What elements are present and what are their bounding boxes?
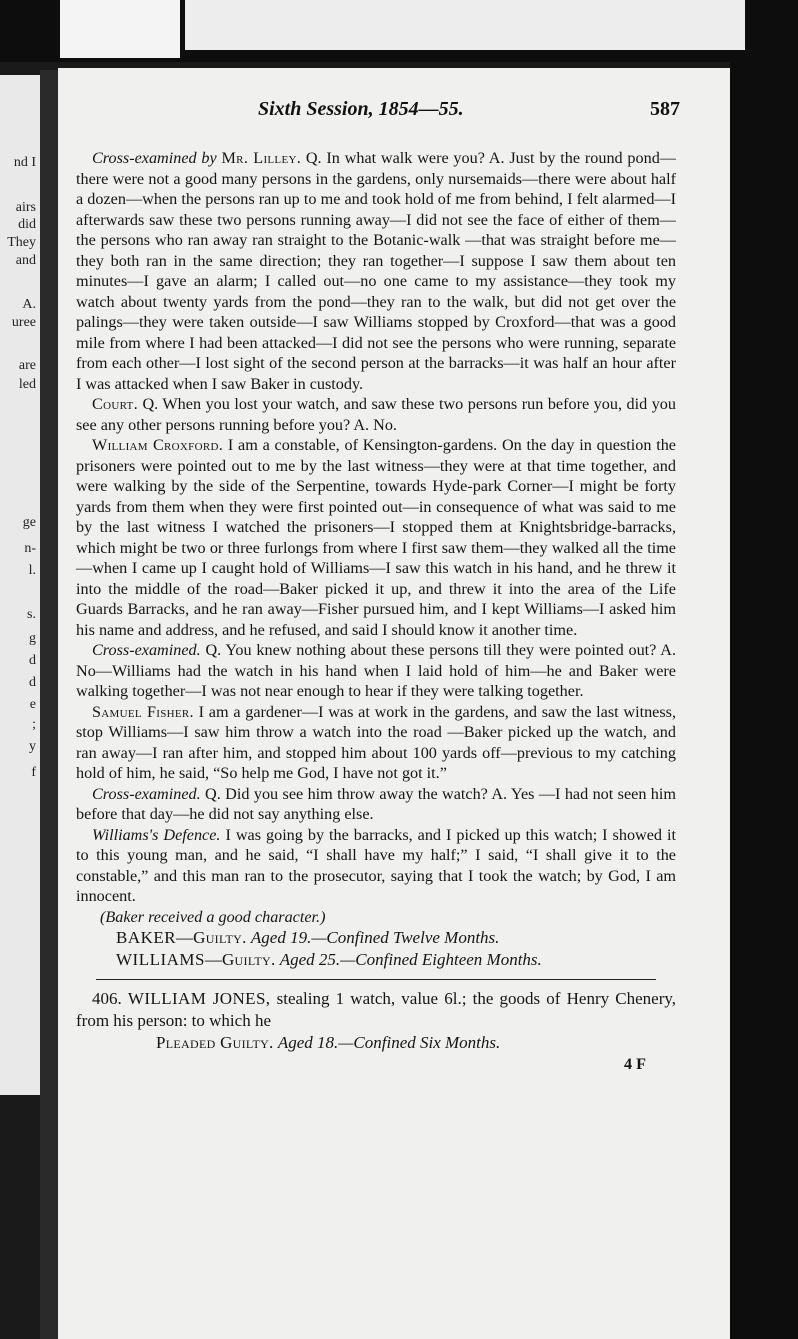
testimony-paragraph: [76, 148, 676, 394]
paragraph-text: I am a gardener—I was at work in the gardens, and saw the last witness, stop Williams—I saw him throw a watch into the road —Baker picked up the watch, and ran away—I ran after him, and stopped him about 100 yards off—previous to my catching hold of him, he said, “So help me God, I have not got it.”: [76, 702, 677, 782]
paragraph-lead: Williams's Defence.: [92, 825, 221, 844]
character-note: (Baker received a good character.): [100, 907, 326, 926]
margin-fragment: A.: [22, 297, 36, 312]
page-number: 587: [650, 98, 680, 120]
margin-fragment: led: [18, 377, 36, 392]
paragraph-lead: Cross-examined by: [92, 149, 217, 167]
case-number: 406.: [92, 989, 122, 1008]
margin-fragment: airs: [15, 200, 36, 215]
page-body: [76, 148, 676, 1075]
section-divider: [96, 979, 656, 980]
case-charge: stealing 1 watch, value 6l.; the goods of Henry Chenery, from his person: to which he: [76, 989, 676, 1030]
paragraph-text: Q. When you lost your watch, and saw these two persons run before you, did you see any other persons running before you? A. No.: [76, 395, 676, 434]
testimony-paragraph: [76, 702, 676, 784]
speaker-name: Samuel Fisher.: [92, 702, 194, 721]
margin-fragment: e: [29, 697, 36, 712]
margin-fragment: l.: [28, 563, 36, 578]
defendant-name: BAKER: [116, 928, 177, 947]
testimony-paragraph: [76, 435, 676, 640]
margin-fragment: d: [29, 653, 36, 668]
scan-right-border: [730, 60, 798, 1339]
margin-fragment: ;: [32, 717, 36, 732]
margin-fragment: and: [15, 253, 36, 268]
paragraph-text: Q. You knew nothing about these persons till they were pointed out? A. No—Williams had the watch in his hand when I laid hold of him—he and Baker were walking together—I was not near enough to hear if they were talking together.: [76, 641, 676, 700]
case-sentence: Aged 18.—Confined Six Months.: [277, 1033, 501, 1052]
defendant-name: WILLIAMS: [116, 950, 205, 969]
paragraph-text: Q. Did you see him throw away the watch? A. Yes —I had not seen him before that day—he did not say anything else.: [76, 784, 676, 823]
book-gutter: [40, 70, 58, 1339]
verdict-line: BAKER—Guilty. Aged 19.—Confined Twelve Months.: [116, 928, 500, 947]
speaker-name: Mr. Lilley.: [221, 149, 302, 167]
next-case-paragraph: [76, 988, 676, 1032]
paragraph-text: I am a constable, of Kensington-gardens. On the day in question the prisoners were pointed out to me by the last witness—they were at that time together, and were walking by the side of the Serpentine, towards Hyde-park Corner—I might be forty yards from them when they were first pointed out—in consequence of what was said to me by the last witness I watched the prisoners—I stopped them at Knightsbridge-barracks, which might be two or three furlongs from where I first saw them—they walked all the time—when I came up I caught hold of Williams—I saw this watch in his hand, and he threw it into the middle of the road—Baker picked it up, and threw it into the area of the Life Guards Barracks, and he ran away—Fisher pursued him, and I kept Williams—I asked him his name and address, and he refused, and said I should know it another time.: [76, 436, 676, 639]
paragraph-text: I was going by the barracks, and I picked up this watch; I showed it to this young man, and he said, “I shall have my half;” I said, “I shall give it to the constable,” and this man ran to the prosecutor, saying that I took the watch; by God, I am innocent.: [76, 825, 676, 905]
margin-fragment: n-: [24, 541, 36, 556]
signature-mark: 4 F: [623, 1055, 646, 1073]
margin-fragment: d: [29, 675, 36, 690]
paragraph-lead: Cross-examined.: [92, 641, 201, 659]
case-plea-line: [76, 1032, 676, 1054]
margin-fragment: nd I: [13, 155, 36, 170]
testimony-paragraph: [76, 394, 676, 435]
running-title: Sixth Session, 1854—55.: [258, 98, 464, 120]
testimony-paragraph: [76, 825, 676, 907]
testimony-paragraph: [76, 640, 676, 702]
margin-fragment: s.: [27, 607, 36, 622]
verdict-plea: Guilty.: [221, 950, 276, 969]
speaker-name: William Croxford.: [92, 436, 224, 454]
book-page: [58, 68, 730, 1339]
margin-fragment: are: [18, 358, 36, 373]
margin-fragment: ge: [22, 515, 36, 530]
margin-fragment: uree: [11, 315, 36, 330]
margin-fragment: f: [31, 765, 36, 780]
testimony-paragraph: [76, 784, 676, 825]
speaker-name: Court.: [92, 395, 138, 413]
verdict-line: WILLIAMS—Guilty. Aged 25.—Confined Eighteen Months.: [116, 950, 542, 969]
verdict-sentence: Aged 19.—Confined Twelve Months.: [250, 928, 500, 947]
margin-fragment: y: [29, 739, 36, 754]
paragraph-text: Q. In what walk were you? A. Just by the round pond—there were not a good many persons in the gardens, only nursemaids—there were about half a dozen—when the persons ran up to me and took hold of me from behind, I felt alarmed—I afterwards saw these two persons running away—I did not see the face of either of them—the persons who ran away ran straight to the Botanic-walk —that was straight before me—they both ran in the same direction; they ran together—I suppose I saw them about ten minutes—I gave an alarm; I called out—no one came to my assistance—they took my watch about twenty yards from the pond—they ran to the walk, but did not get over the palings—they were taken outside—I saw Williams stopped by Croxford—that was a good mile from where I had been attacked—I did not see the persons who were running, separate from each other—I lost sight of the second person at the barracks—it was half an hour after I was attacked when I saw Baker in custody.: [76, 149, 676, 393]
facing-page-edge: [0, 75, 40, 1095]
scan-top-highlight: [185, 0, 745, 50]
margin-fragment: They: [7, 235, 36, 250]
margin-fragment: g: [29, 631, 36, 646]
scan-top-highlight: [60, 0, 180, 58]
paragraph-lead: Cross-examined.: [92, 784, 201, 803]
margin-fragment: did: [18, 217, 36, 232]
case-plea: Pleaded Guilty.: [156, 1033, 274, 1052]
verdict-sentence: Aged 25.—Confined Eighteen Months.: [279, 950, 542, 969]
verdict-plea: Guilty.: [193, 928, 247, 947]
case-defendant: WILLIAM JONES,: [127, 989, 271, 1008]
running-head: [58, 98, 730, 128]
